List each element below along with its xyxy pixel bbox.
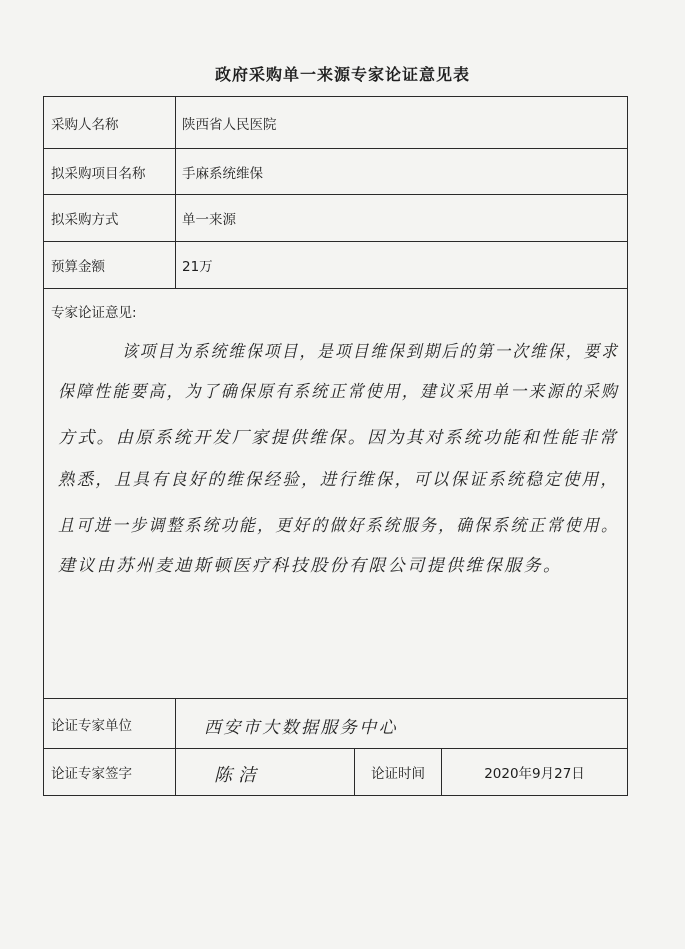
opinion-line: 保障性能要高，为了确保原有系统正常使用，建议采用单一来源的采购 (58, 382, 620, 402)
budget-value: 21万 (182, 259, 213, 275)
expert-signature: 陈洁 (214, 765, 262, 786)
row-purchaser (44, 97, 627, 149)
opinion-line: 建议由苏州麦迪斯顿医疗科技股份有限公司提供维保服务。 (58, 556, 563, 576)
page-title: 政府采购单一来源专家论证意见表 (214, 65, 470, 84)
method-value: 单一来源 (182, 212, 236, 228)
purchaser-label: 采购人名称 (44, 97, 176, 148)
expert-unit-label: 论证专家单位 (44, 699, 176, 748)
expert-sign-label: 论证专家签字 (44, 749, 176, 795)
budget-label: 预算金额 (44, 242, 176, 288)
row-project (44, 149, 627, 195)
row-expert-sign (44, 749, 627, 795)
project-label: 拟采购项目名称 (44, 149, 176, 194)
expert-unit-value: 西安市大数据服务中心 (204, 718, 398, 738)
row-opinion (44, 289, 627, 699)
row-method (44, 195, 627, 242)
row-expert-unit (44, 699, 627, 749)
row-budget (44, 242, 627, 289)
time-label: 论证时间 (354, 749, 442, 795)
opinion-line: 且可进一步调整系统功能，更好的做好系统服务，确保系统正常使用。 (58, 516, 620, 536)
opinion-label: 专家论证意见: (51, 305, 137, 321)
method-label: 拟采购方式 (44, 195, 176, 241)
opinion-line: 该项目为系统维保项目，是项目维保到期后的第一次维保，要求 (122, 342, 620, 362)
project-value: 手麻系统维保 (182, 165, 263, 182)
time-value: 2020年9月27日 (484, 766, 585, 782)
opinion-line: 熟悉，且具有良好的维保经验，进行维保，可以保证系统稳定使用， (58, 470, 620, 490)
purchaser-value: 陕西省人民医院 (182, 116, 277, 133)
opinion-form-table (43, 96, 628, 796)
opinion-line: 方式。由原系统开发厂家提供维保。因为其对系统功能和性能非常 (58, 428, 619, 448)
